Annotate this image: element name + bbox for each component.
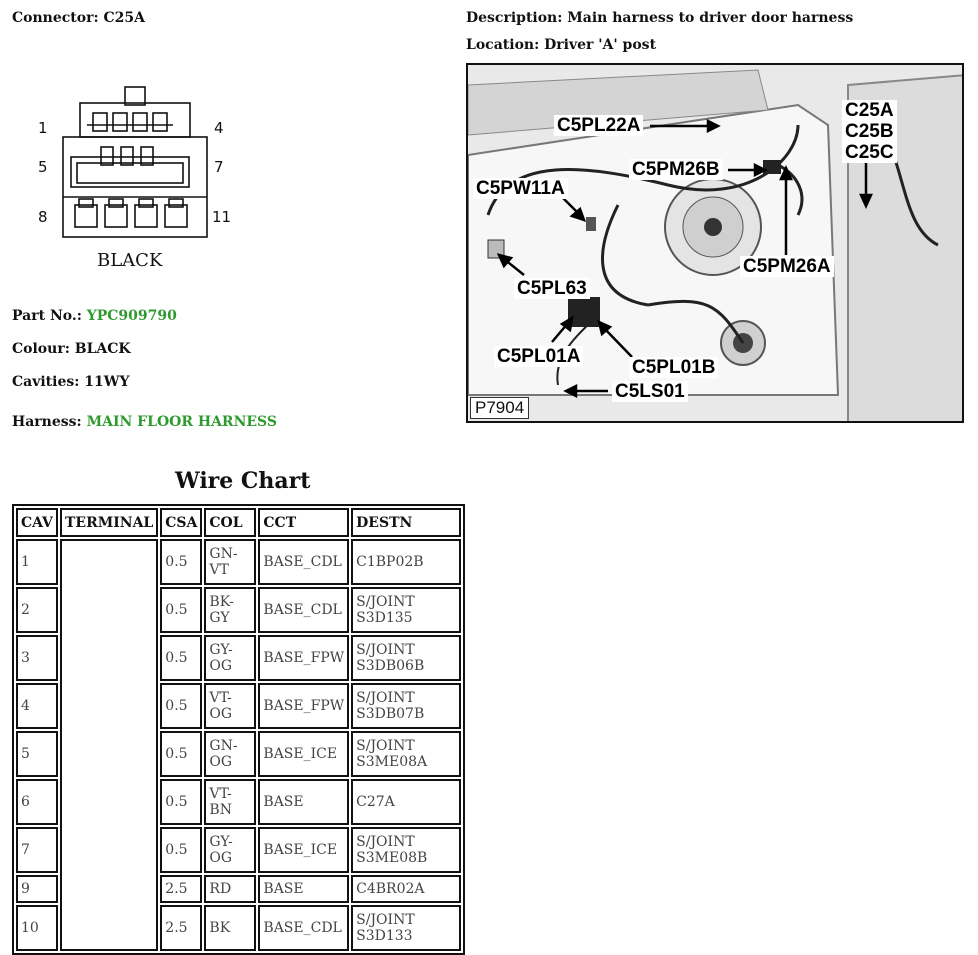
col-cell-text: OG: [209, 658, 233, 674]
destn-cell-text: C1BP02B: [356, 554, 424, 570]
destn-cell: [351, 731, 461, 777]
col-cell-text: BK: [209, 920, 231, 936]
cct-cell: [258, 905, 349, 951]
callout-c5pw11a: C5PW11A: [473, 178, 568, 199]
cav-cell-text: 7: [21, 842, 30, 858]
callout-c5pl22a: C5PL22A: [554, 115, 643, 136]
col-cell-text: GY-: [209, 834, 233, 850]
cct-cell-text: BASE_CDL: [263, 602, 342, 618]
cav-cell-text: 2: [21, 602, 30, 618]
col-cell-text: RD: [209, 881, 232, 897]
destn-cell-text: S/JOINT: [356, 834, 415, 850]
cav-cell: [16, 779, 58, 825]
destn-cell: [351, 587, 461, 633]
callout-c5pm26a: C5PM26A: [740, 256, 834, 277]
col-cell: [204, 539, 256, 585]
col-cell: [204, 683, 256, 729]
part-number: [12, 308, 177, 324]
csa-cell: [160, 731, 202, 777]
cav-cell: [16, 731, 58, 777]
header-col: COL: [204, 508, 256, 537]
cav-cell: [16, 827, 58, 873]
destn-cell-text: C27A: [356, 794, 395, 810]
cct-cell-text: BASE_ICE: [263, 746, 338, 762]
harness-label: Harness:: [12, 414, 87, 430]
col-cell-text: GN-: [209, 738, 238, 754]
col-cell-text: VT-: [209, 690, 232, 706]
destn-cell: [351, 827, 461, 873]
col-cell: [204, 827, 256, 873]
cav-cell-text: 4: [21, 698, 30, 714]
location-photo: [466, 63, 964, 423]
cct-cell: [258, 731, 349, 777]
destn-cell: [351, 539, 461, 585]
csa-cell: [160, 905, 202, 951]
col-cell: [204, 731, 256, 777]
cct-cell-text: BASE_ICE: [263, 842, 338, 858]
cav-cell-text: 6: [21, 794, 30, 810]
connector-title: Connector: C25A: [12, 10, 145, 26]
col-cell: [204, 635, 256, 681]
connector-face-diagram: [55, 85, 215, 275]
col-cell: [204, 587, 256, 633]
cav-cell-text: 3: [21, 650, 30, 666]
pin-label-8: 8: [38, 208, 48, 226]
destn-cell-text: S3D133: [356, 928, 413, 944]
destn-cell: [351, 635, 461, 681]
csa-cell: [160, 635, 202, 681]
cct-cell: [258, 827, 349, 873]
callout-c5pl01b: C5PL01B: [629, 357, 718, 378]
csa-cell-text: 2.5: [165, 920, 188, 936]
col-cell: [204, 779, 256, 825]
destn-cell-text: S/JOINT: [356, 912, 415, 928]
destn-cell-text: S/JOINT: [356, 738, 415, 754]
callout-c5pm26b: C5PM26B: [629, 159, 723, 180]
wire-chart-body: [16, 539, 461, 951]
callout-c25b: C25B: [842, 121, 897, 142]
destn-cell-text: S3DB07B: [356, 706, 425, 722]
callout-c5pl01a: C5PL01A: [494, 346, 583, 367]
wire-chart-table: [12, 504, 465, 955]
cav-cell-text: 10: [21, 920, 39, 936]
part-number-label: Part No.:: [12, 308, 87, 324]
cct-cell: [258, 539, 349, 585]
cav-cell: [16, 635, 58, 681]
col-cell-text: GN-: [209, 546, 238, 562]
col-cell-text: VT-: [209, 786, 232, 802]
header-cav: CAV: [16, 508, 58, 537]
photo-code: P7904: [470, 397, 529, 419]
cct-cell: [258, 587, 349, 633]
csa-cell: [160, 539, 202, 585]
table-row: [16, 539, 461, 585]
destn-cell: [351, 779, 461, 825]
terminal-cell: [60, 539, 158, 951]
cav-cell: [16, 905, 58, 951]
wire-chart-title: Wire Chart: [175, 468, 311, 494]
destn-cell-text: S/JOINT: [356, 642, 415, 658]
csa-cell-text: 0.5: [165, 794, 188, 810]
cav-cell: [16, 683, 58, 729]
part-number-value: YPC909790: [86, 308, 177, 324]
destn-cell-text: C4BR02A: [356, 881, 425, 897]
destn-cell-text: S3ME08A: [356, 754, 428, 770]
cav-cell: [16, 539, 58, 585]
header-terminal: TERMINAL: [60, 508, 158, 537]
col-cell: [204, 875, 256, 903]
csa-cell: [160, 587, 202, 633]
pin-label-1: 1: [38, 119, 48, 137]
csa-cell: [160, 779, 202, 825]
pin-label-11: 11: [212, 208, 232, 226]
col-cell-text: VT: [209, 562, 229, 578]
cav-cell: [16, 875, 58, 903]
csa-cell-text: 2.5: [165, 881, 188, 897]
cav-cell-text: 5: [21, 746, 30, 762]
destn-cell-text: S/JOINT: [356, 594, 415, 610]
destn-cell: [351, 875, 461, 903]
csa-cell: [160, 683, 202, 729]
harness-value: MAIN FLOOR HARNESS: [86, 414, 277, 430]
description-text: Description: Main harness to driver door harness: [466, 10, 854, 26]
destn-cell-text: S3DB06B: [356, 658, 425, 674]
location-text: Location: Driver 'A' post: [466, 37, 657, 53]
cav-cell-text: 1: [21, 554, 30, 570]
csa-cell-text: 0.5: [165, 842, 188, 858]
cct-cell-text: BASE_CDL: [263, 920, 342, 936]
cav-cell-text: 9: [21, 881, 30, 897]
pin-label-4: 4: [214, 119, 224, 137]
csa-cell-text: 0.5: [165, 602, 188, 618]
cct-cell: [258, 635, 349, 681]
csa-cell-text: 0.5: [165, 650, 188, 666]
destn-cell-text: S3D135: [356, 610, 413, 626]
header-destn: DESTN: [351, 508, 461, 537]
pin-label-7: 7: [214, 158, 224, 176]
cct-cell-text: BASE_CDL: [263, 554, 342, 570]
colour-text: Colour: BLACK: [12, 341, 131, 357]
header-cct: CCT: [258, 508, 349, 537]
cav-cell: [16, 587, 58, 633]
cavities-text: Cavities: 11WY: [12, 374, 130, 390]
callout-c5ls01: C5LS01: [612, 381, 688, 402]
cct-cell: [258, 779, 349, 825]
csa-cell-text: 0.5: [165, 554, 188, 570]
callout-c25c: C25C: [842, 142, 897, 163]
callout-c5pl63: C5PL63: [514, 278, 590, 299]
cct-cell-text: BASE: [263, 794, 304, 810]
cct-cell-text: BASE_FPW: [263, 698, 345, 714]
destn-cell: [351, 683, 461, 729]
table-header-row: [16, 508, 461, 537]
col-cell-text: OG: [209, 754, 233, 770]
pin-label-5: 5: [38, 158, 48, 176]
col-cell-text: OG: [209, 850, 233, 866]
col-cell: [204, 905, 256, 951]
cct-cell-text: BASE: [263, 881, 304, 897]
cct-cell-text: BASE_FPW: [263, 650, 345, 666]
col-cell-text: BK-: [209, 594, 234, 610]
cct-cell: [258, 683, 349, 729]
callout-c25a: C25A: [842, 100, 897, 121]
col-cell-text: BN: [209, 802, 232, 818]
csa-cell: [160, 827, 202, 873]
destn-cell: [351, 905, 461, 951]
col-cell-text: GY-: [209, 642, 233, 658]
destn-cell-text: S3ME08B: [356, 850, 428, 866]
csa-cell-text: 0.5: [165, 698, 188, 714]
cct-cell: [258, 875, 349, 903]
col-cell-text: OG: [209, 706, 233, 722]
col-cell-text: GY: [209, 610, 230, 626]
header-csa: CSA: [160, 508, 202, 537]
csa-cell-text: 0.5: [165, 746, 188, 762]
connector-colour-label: BLACK: [97, 250, 163, 271]
csa-cell: [160, 875, 202, 903]
harness-text: [12, 414, 277, 430]
destn-cell-text: S/JOINT: [356, 690, 415, 706]
